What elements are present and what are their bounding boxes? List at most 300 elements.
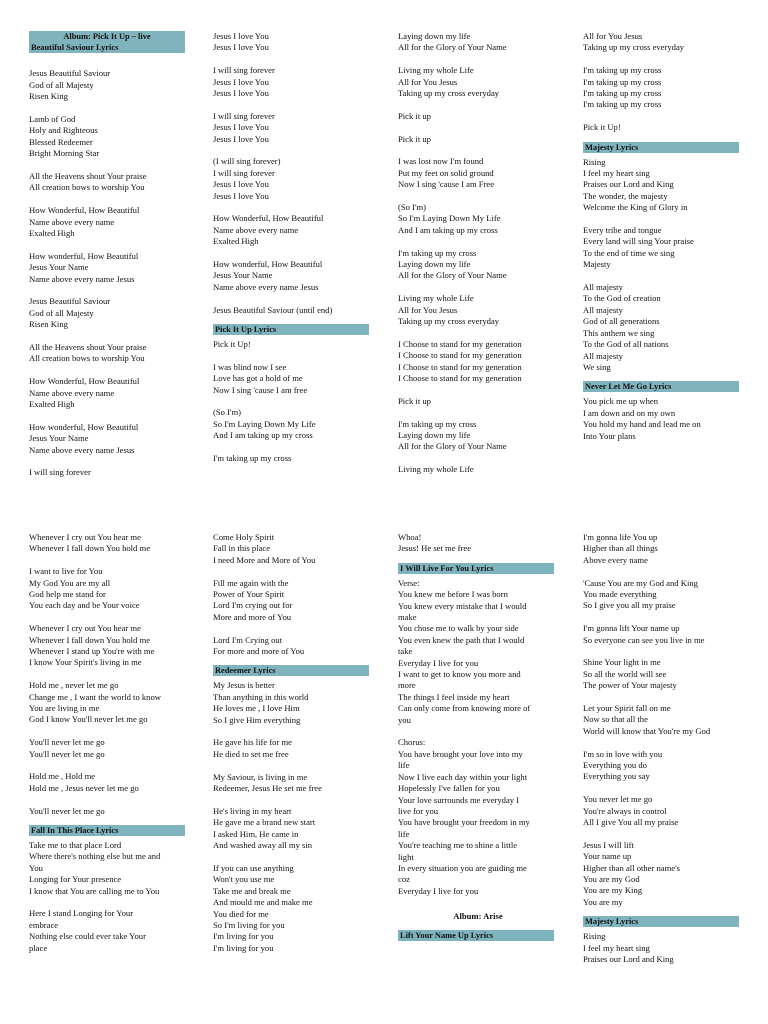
lyric-line: You're always in control xyxy=(583,805,667,816)
lyric-line: You are my God xyxy=(583,874,640,885)
song-title-header xyxy=(213,665,369,676)
lyric-line: I asked Him, He came in xyxy=(213,828,299,839)
lyric-line: How Wonderful, How Beautiful xyxy=(213,213,324,224)
song-title-header xyxy=(29,31,185,53)
lyric-line: How wonderful, How Beautiful xyxy=(213,259,323,270)
lyric-line: You knew me before I was born xyxy=(398,589,508,600)
lyric-line: I will sing forever xyxy=(213,110,275,121)
stanza-gap xyxy=(213,293,373,304)
lyric-line: Taking up my cross everyday xyxy=(583,42,685,53)
lyric-line: I'm taking up my cross xyxy=(583,65,662,76)
lyric-line: Living my whole Life xyxy=(398,464,474,475)
stanza-gap xyxy=(398,99,558,110)
lyric-line: Taking up my cross everyday xyxy=(398,88,500,99)
lyric-line: You even knew the path that I would xyxy=(398,634,525,645)
lyric-line: So I'm Laying Down My Life xyxy=(213,418,316,429)
lyric-line: How wonderful, How Beautiful xyxy=(29,250,139,261)
lyric-line: Exalted High xyxy=(29,399,75,410)
stanza-gap xyxy=(583,54,743,65)
lyric-line: All for the Glory of Your Name xyxy=(398,42,507,53)
lyric-line: Rising xyxy=(583,156,606,167)
lyric-line: Taking up my cross everyday xyxy=(398,316,500,327)
lyric-line: Hold me , Jesus never let me go xyxy=(29,782,139,793)
stanza-gap xyxy=(29,669,189,680)
lyric-line: Whenever I fall down You hold me xyxy=(29,543,151,554)
lyric-line: I'm taking up my cross xyxy=(213,453,292,464)
column-3-bottom xyxy=(398,532,558,945)
song-title-text: Lift Your Name Up Lyrics xyxy=(400,930,494,940)
lyric-line: I'm gonna lift Your name up xyxy=(583,623,680,634)
stanza-gap xyxy=(29,103,189,114)
stanza-gap xyxy=(213,54,373,65)
lyric-line: Living my whole Life xyxy=(398,293,474,304)
lyric-line: (So I'm) xyxy=(398,202,427,213)
stanza-gap xyxy=(213,350,373,361)
lyric-line: All for You Jesus xyxy=(583,31,643,41)
lyric-line: Jesus! He set me free xyxy=(398,543,472,554)
lyric-line: Lamb of God xyxy=(29,114,76,124)
lyric-line: I'm living for you xyxy=(213,942,274,953)
lyric-line: God help me stand for xyxy=(29,589,106,600)
lyric-line: Above every name xyxy=(583,554,648,565)
stanza-gap xyxy=(398,54,558,65)
lyric-line: Now I sing 'cause I am Free xyxy=(398,179,495,190)
lyric-line: I'm taking up my cross xyxy=(583,76,662,87)
lyric-line: Fall in this place xyxy=(213,543,271,554)
song-title-text: Redeemer Lyrics xyxy=(215,666,276,676)
stanza-gap xyxy=(213,566,373,577)
lyric-line: God of all generations xyxy=(583,316,660,327)
lyric-line: Your name up xyxy=(583,851,632,862)
song-title-header xyxy=(583,381,739,392)
lyric-line: I Choose to stand for my generation xyxy=(398,361,522,372)
lyric-line: All creation bows to worship You xyxy=(29,182,145,193)
lyric-line: Than anything in this world xyxy=(213,691,309,702)
lyric-line: So I give you all my praise xyxy=(583,600,676,611)
lyric-line: embrace xyxy=(29,919,59,930)
lyric-line: Pick it up xyxy=(398,133,431,144)
lyric-line: Love has got a hold of me xyxy=(213,373,303,384)
lyric-line: Name above every name Jesus xyxy=(29,273,135,284)
lyric-line: So all the world will see xyxy=(583,668,667,679)
lyric-line: Name above every name xyxy=(29,387,115,398)
lyric-line: You have brought your love into my xyxy=(398,748,523,759)
lyric-line: Jesus Beautiful Saviour xyxy=(29,296,111,307)
song-title-text: I Will Live For You Lyrics xyxy=(400,563,494,573)
lyric-line: Higher than all things xyxy=(583,543,658,554)
lyric-line: (So I'm) xyxy=(213,407,242,418)
lyric-line: Jesus I love You xyxy=(213,179,269,190)
stanza-gap xyxy=(29,726,189,737)
lyric-line: Won't you use me xyxy=(213,874,275,885)
song-title-text: Album: Pick It Up – live xyxy=(63,32,151,41)
lyric-line: God I know You'll never let me go xyxy=(29,714,148,725)
lyric-line: So I give Him everything xyxy=(213,714,301,725)
lyric-line: All for You Jesus xyxy=(398,76,458,87)
lyric-line: You'll never let me go xyxy=(29,748,105,759)
stanza-gap xyxy=(398,726,558,737)
lyric-line: (I will sing forever) xyxy=(213,156,281,167)
lyric-line: Jesus I will lift xyxy=(583,839,634,850)
lyric-line: You made everything xyxy=(583,589,657,600)
stanza-gap xyxy=(29,239,189,250)
stanza-gap xyxy=(29,160,189,171)
lyric-line: My Saviour, is living in me xyxy=(213,771,308,782)
lyric-line: you xyxy=(398,714,411,725)
stanza-gap xyxy=(398,384,558,395)
column-1-bottom xyxy=(29,532,189,954)
lyric-line: You are my xyxy=(583,896,623,907)
lyric-line: Can only come from knowing more of xyxy=(398,703,531,714)
lyric-line: He gave me a brand new start xyxy=(213,817,316,828)
stanza-gap xyxy=(583,271,743,282)
stanza-gap xyxy=(398,122,558,133)
stanza-gap xyxy=(213,760,373,771)
lyric-line: You'll never let me go xyxy=(29,805,105,816)
lyric-line: Longing for Your presence xyxy=(29,874,122,885)
lyric-line: You'll never let me go xyxy=(29,737,105,748)
lyric-line: The power of Your majesty xyxy=(583,680,677,691)
lyric-line: Holy and Righteous xyxy=(29,125,98,136)
lyric-line: Where there's nothing else but me and xyxy=(29,851,161,862)
stanza-gap xyxy=(29,57,189,68)
stanza-gap xyxy=(398,897,558,908)
lyric-line: My God You are my all xyxy=(29,577,111,588)
lyric-line: This anthem we sing xyxy=(583,327,655,338)
lyric-line: You hold my hand and lead me on xyxy=(583,419,701,430)
lyric-line: And I am taking up my cross xyxy=(398,224,498,235)
lyric-line: Whenever I fall down You hold me xyxy=(29,634,151,645)
stanza-gap xyxy=(29,794,189,805)
lyric-line: So I'm Laying Down My Life xyxy=(398,213,501,224)
lyric-line: You chose me to walk by your side xyxy=(398,623,519,634)
song-title-text: Majesty Lyrics xyxy=(585,917,639,927)
lyric-line: live for you xyxy=(398,805,439,816)
lyric-line: You're teaching me to shine a little xyxy=(398,840,518,851)
lyric-line: More and more of You xyxy=(213,611,292,622)
stanza-gap xyxy=(583,214,743,225)
stanza-gap xyxy=(29,897,189,908)
lyric-line: I am down and on my own xyxy=(583,407,676,418)
lyric-line: Now I live each day within your light xyxy=(398,771,528,782)
lyric-line: Risen King xyxy=(29,319,68,330)
lyric-line: You are my King xyxy=(583,885,643,896)
lyric-line: He gave his life for me xyxy=(213,737,292,748)
lyric-line: I was lost now I'm found xyxy=(398,156,484,167)
lyric-line: Welcome the King of Glory in xyxy=(583,202,688,213)
lyric-line: place xyxy=(29,942,48,953)
lyric-line: I Choose to stand for my generation xyxy=(398,373,522,384)
lyric-line: make xyxy=(398,612,417,623)
lyric-line: 'Cause You are my God and King xyxy=(583,577,698,588)
lyric-line: I want to get to know you more and xyxy=(398,669,521,680)
lyric-line: Your love surrounds me everyday I xyxy=(398,794,520,805)
lyric-line: All majesty xyxy=(583,282,623,293)
lyric-line: Praises our Lord and King xyxy=(583,179,674,190)
lyric-line: I need More and More of You xyxy=(213,554,316,565)
lyric-line: Lord I'm crying out for xyxy=(213,600,293,611)
lyric-line: Higher than all other name's xyxy=(583,862,681,873)
lyric-line: The wonder, the majesty xyxy=(583,190,668,201)
lyric-line: Verse: xyxy=(398,577,420,588)
lyric-line: So I'm living for you xyxy=(213,919,285,930)
lyric-line: You xyxy=(29,862,43,873)
stanza-gap xyxy=(213,442,373,453)
stanza-gap xyxy=(29,285,189,296)
lyric-line: You have brought your freedom in my xyxy=(398,817,530,828)
column-3-top xyxy=(398,31,558,476)
lyric-line: Into Your plans xyxy=(583,430,636,441)
lyric-line: You pick me up when xyxy=(583,396,659,407)
lyric-line: And I am taking up my cross xyxy=(213,430,313,441)
stanza-gap xyxy=(213,99,373,110)
lyric-line: I feel my heart sing xyxy=(583,942,650,953)
lyric-line: Let your Spirit fall on me xyxy=(583,703,671,714)
lyric-line: life xyxy=(398,828,410,839)
stanza-gap xyxy=(29,194,189,205)
stanza-gap xyxy=(398,191,558,202)
lyric-line: All the Heavens shout Your praise xyxy=(29,342,147,353)
lyric-line: And mould me and make me xyxy=(213,897,313,908)
lyric-line: Everyday I live for you xyxy=(398,885,479,896)
song-title-header xyxy=(583,916,739,927)
column-2-bottom xyxy=(213,532,373,954)
lyric-line: Name above every name Jesus xyxy=(213,281,319,292)
lyric-line: Jesus I love You xyxy=(213,76,269,87)
lyric-line: All creation bows to worship You xyxy=(29,353,145,364)
stanza-gap xyxy=(398,145,558,156)
stanza-gap xyxy=(213,396,373,407)
song-title-header xyxy=(29,825,185,836)
stanza-gap xyxy=(213,851,373,862)
lyric-line: For more and more of You xyxy=(213,646,305,657)
lyric-line: Shine Your light in me xyxy=(583,657,661,668)
lyric-line: Pick it up xyxy=(398,110,431,121)
lyric-line: Now I sing 'cause I am free xyxy=(213,384,308,395)
lyric-line: more xyxy=(398,680,416,691)
lyric-line: Take me to that place Lord xyxy=(29,840,122,851)
stanza-gap xyxy=(583,111,743,122)
lyric-line: Jesus Your Name xyxy=(29,433,89,444)
lyric-line: life xyxy=(398,760,410,771)
lyric-line: To the God of all nations xyxy=(583,339,669,350)
lyric-line: Lord I'm Crying out xyxy=(213,634,283,645)
lyric-line: Jesus Beautiful Saviour (until end) xyxy=(213,304,333,315)
song-title-header xyxy=(583,142,739,153)
lyric-line: World will know that You're my God xyxy=(583,725,711,736)
lyric-line: I'm so in love with you xyxy=(583,748,663,759)
lyric-line: Whoa! xyxy=(398,532,422,542)
lyric-line: You never let me go xyxy=(583,794,653,805)
lyric-line: I'm taking up my cross xyxy=(398,247,477,258)
stanza-gap xyxy=(29,365,189,376)
lyric-line: Bright Morning Star xyxy=(29,148,100,159)
lyric-line: He loves me , I love Him xyxy=(213,703,300,714)
lyric-line: Laying down my life xyxy=(398,259,471,270)
lyric-line: And washed away all my sin xyxy=(213,840,313,851)
column-4-bottom xyxy=(583,532,743,966)
song-title-text: Beautiful Saviour Lyrics xyxy=(31,43,119,52)
lyric-line: Chorus: xyxy=(398,737,426,748)
lyric-line: He died to set me free xyxy=(213,748,289,759)
lyric-line: I'm taking up my cross xyxy=(583,88,662,99)
lyric-line: God of all Majesty xyxy=(29,79,94,90)
song-title-text: Fall In This Place Lyrics xyxy=(31,826,119,836)
stanza-gap xyxy=(213,726,373,737)
lyric-line: Exalted High xyxy=(213,236,259,247)
lyric-line: Redeemer, Jesus He set me free xyxy=(213,783,322,794)
lyric-line: I will sing forever xyxy=(29,467,91,478)
lyric-line: coz xyxy=(398,874,410,885)
lyric-line: I will sing forever xyxy=(213,65,275,76)
column-1-top xyxy=(29,31,189,479)
lyric-line: Power of Your Spirit xyxy=(213,589,285,600)
lyric-line: I want to live for You xyxy=(29,566,103,577)
stanza-gap xyxy=(213,202,373,213)
lyric-line: Living my whole Life xyxy=(398,65,474,76)
stanza-gap xyxy=(29,760,189,771)
lyric-line: In every situation you are guiding me xyxy=(398,862,527,873)
lyric-line: Jesus I love You xyxy=(213,42,269,53)
stanza-gap xyxy=(583,737,743,748)
column-2-top xyxy=(213,31,373,464)
lyric-line: All for the Glory of Your Name xyxy=(398,270,507,281)
lyric-line: Laying down my life xyxy=(398,430,471,441)
lyric-line: Jesus I love You xyxy=(213,133,269,144)
stanza-gap xyxy=(213,248,373,259)
lyric-line: Hopelessly I've fallen for you xyxy=(398,783,500,794)
lyric-line: I'm gonna life You up xyxy=(583,532,658,542)
lyric-line: Jesus Your Name xyxy=(213,270,273,281)
stanza-gap xyxy=(398,282,558,293)
lyric-line: Come Holy Spirit xyxy=(213,532,275,542)
song-title-header xyxy=(398,930,554,941)
lyric-line: Put my feet on solid ground xyxy=(398,167,494,178)
stanza-gap xyxy=(398,327,558,338)
lyric-line: I know that You are calling me to You xyxy=(29,885,160,896)
column-4-top xyxy=(583,31,743,442)
lyric-line: Rising xyxy=(583,931,606,942)
song-title-text: Majesty Lyrics xyxy=(585,142,639,152)
lyric-line: Name above every name Jesus xyxy=(29,444,135,455)
lyric-line: All majesty xyxy=(583,350,623,361)
lyric-line: So everyone can see you live in me xyxy=(583,634,705,645)
lyric-line: Pick it up xyxy=(398,395,431,406)
song-title-text: Pick It Up Lyrics xyxy=(215,325,277,335)
stanza-gap xyxy=(29,612,189,623)
lyric-line: I'm taking up my cross xyxy=(398,418,477,429)
lyric-line: You are living in me xyxy=(29,703,100,714)
lyric-line: How wonderful, How Beautiful xyxy=(29,421,139,432)
lyric-line: Hold me , never let me go xyxy=(29,680,119,691)
lyric-line: We sing xyxy=(583,361,611,372)
lyric-line: Laying down my life xyxy=(398,31,471,41)
lyric-line: Whenever I cry out You hear me xyxy=(29,532,141,542)
lyric-line: light xyxy=(398,851,414,862)
stanza-gap xyxy=(213,623,373,634)
stanza-gap xyxy=(213,794,373,805)
lyric-line: Hold me , Hold me xyxy=(29,771,96,782)
stanza-gap xyxy=(583,646,743,657)
lyric-line: Pick it Up! xyxy=(213,339,251,350)
lyric-line: All for the Glory of Your Name xyxy=(398,441,507,452)
lyric-line: Jesus I love You xyxy=(213,190,269,201)
lyric-line: Here I stand Longing for Your xyxy=(29,908,134,919)
stanza-gap xyxy=(398,453,558,464)
lyric-line: I feel my heart sing xyxy=(583,168,650,179)
album-title: Album: Arise xyxy=(453,910,503,921)
lyric-line: Nothing else could ever take Your xyxy=(29,931,146,942)
stanza-gap xyxy=(398,236,558,247)
lyric-line: Pick it Up! xyxy=(583,122,621,133)
lyric-line: How Wonderful, How Beautiful xyxy=(29,205,140,216)
lyric-line: Jesus I love You xyxy=(213,88,269,99)
lyric-line: You died for me xyxy=(213,908,269,919)
stanza-gap xyxy=(29,555,189,566)
lyric-line: You each day and be Your voice xyxy=(29,600,140,611)
lyric-line: Exalted High xyxy=(29,228,75,239)
lyric-line: Blessed Redeemer xyxy=(29,136,93,147)
lyric-line: Every tribe and tongue xyxy=(583,225,662,236)
lyric-line: If you can use anything xyxy=(213,862,294,873)
stanza-gap xyxy=(213,145,373,156)
lyric-line: All majesty xyxy=(583,304,623,315)
lyric-line: Name above every name xyxy=(29,216,115,227)
lyric-line: My Jesus is better xyxy=(213,680,275,691)
lyric-line: God of all Majesty xyxy=(29,307,94,318)
lyric-line: I was blind now I see xyxy=(213,361,287,372)
lyric-line: Take me and break me xyxy=(213,885,291,896)
lyric-line: Praises our Lord and King xyxy=(583,954,674,965)
lyric-line: Majesty xyxy=(583,259,611,270)
lyric-line: I will sing forever xyxy=(213,167,275,178)
stanza-gap xyxy=(583,612,743,623)
lyric-line: All the Heavens shout Your praise xyxy=(29,171,147,182)
lyric-line: To the end of time we sing xyxy=(583,247,675,258)
lyric-line: I know Your Spirit's living in me xyxy=(29,657,142,668)
lyric-line: I Choose to stand for my generation xyxy=(398,338,522,349)
lyric-line: He's living in my heart xyxy=(213,805,292,816)
lyric-line: Everything you do xyxy=(583,760,647,771)
lyric-line: All for You Jesus xyxy=(398,304,458,315)
stanza-gap xyxy=(29,331,189,342)
stanza-gap xyxy=(583,783,743,794)
lyric-line: To the God of creation xyxy=(583,293,661,304)
stanza-gap xyxy=(29,410,189,421)
lyric-line: Now so that all the xyxy=(583,714,648,725)
lyric-line: Jesus I love You xyxy=(213,31,269,41)
lyric-line: The things I feel inside my heart xyxy=(398,691,510,702)
lyric-line: Risen King xyxy=(29,91,68,102)
lyric-line: Everything you say xyxy=(583,771,650,782)
lyric-line: Name above every name xyxy=(213,224,299,235)
stanza-gap xyxy=(583,566,743,577)
lyric-line: Whenever I stand up You're with me xyxy=(29,646,155,657)
stanza-gap xyxy=(398,407,558,418)
lyric-line: take xyxy=(398,646,413,657)
stanza-gap xyxy=(583,692,743,703)
lyric-line: How Wonderful, How Beautiful xyxy=(29,376,140,387)
lyric-line: I'm taking up my cross xyxy=(583,99,662,110)
lyric-line: Jesus Your Name xyxy=(29,262,89,273)
stanza-gap xyxy=(583,828,743,839)
lyric-line: I Choose to stand for my generation xyxy=(398,350,522,361)
lyric-line: Whenever I cry out You hear me xyxy=(29,623,141,634)
lyric-line: Fill me again with the xyxy=(213,577,289,588)
lyric-line: Everyday I live for you xyxy=(398,657,479,668)
lyric-line: You knew every mistake that I would xyxy=(398,600,527,611)
lyric-line: Jesus Beautiful Saviour xyxy=(29,68,111,79)
